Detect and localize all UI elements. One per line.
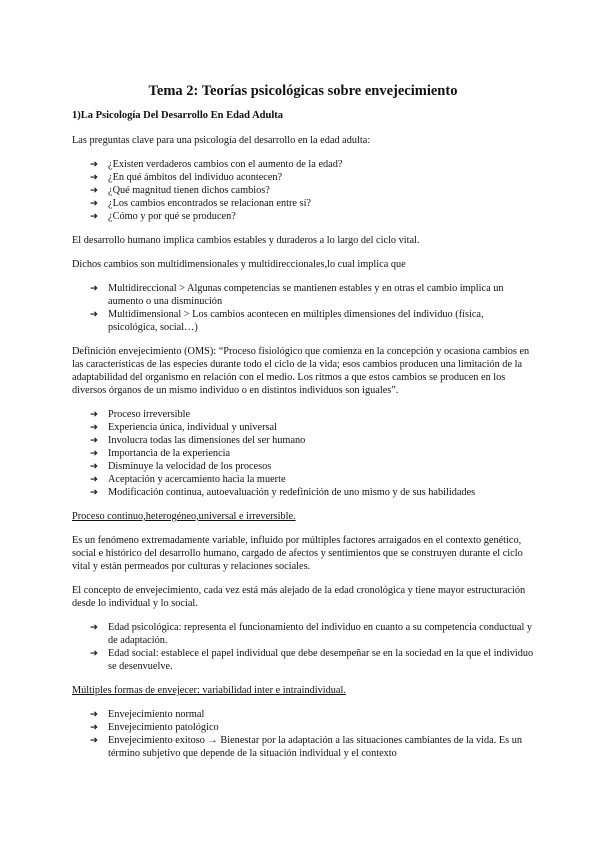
- list-item-text: Multidireccional > Algunas competencias se mantienen estables y en otras el cambio implica un aumento o una disminución: [108, 283, 504, 307]
- arrow-bullet-icon: ➔: [90, 648, 98, 659]
- list-item: [90, 621, 534, 647]
- list-item-text: Envejecimiento exitoso → Bienestar por la adaptación a las situaciones cambiantes de la vida. Es un término subjetivo que depende de la situación individual y el contexto: [108, 735, 523, 759]
- list-item: [90, 486, 534, 499]
- list-item-text: Aceptación y acercamiento hacia la muerte: [108, 474, 286, 485]
- ages-list: [72, 621, 534, 673]
- arrow-bullet-icon: ➔: [90, 159, 98, 170]
- list-item: [90, 408, 534, 421]
- list-item-text: Envejecimiento patológico: [108, 722, 219, 733]
- changes-paragraph: Dichos cambios son multidimensionales y multidireccionales,lo cual implica que: [72, 259, 406, 270]
- list-item: [90, 184, 534, 197]
- list-item: [90, 282, 534, 308]
- arrow-bullet-icon: ➔: [90, 735, 98, 746]
- list-item-text: Edad social: establece el papel individual que debe desempeñar se en la sociedad en la que el individuo se desenvuelve.: [108, 648, 534, 672]
- arrow-bullet-icon: ➔: [90, 172, 98, 183]
- development-paragraph: El desarrollo humano implica cambios estables y duraderos a lo largo del ciclo vital.: [72, 235, 420, 246]
- list-item-text: ¿En qué ámbitos del individuo acontecen?: [108, 172, 283, 183]
- list-item-text: ¿Los cambios encontrados se relacionan entre sí?: [108, 198, 311, 209]
- arrow-bullet-icon: ➔: [90, 435, 98, 446]
- list-item: [90, 421, 534, 434]
- list-item-text: Experiencia única, individual y universal: [108, 422, 277, 433]
- list-item: [90, 197, 534, 210]
- arrow-bullet-icon: ➔: [90, 448, 98, 459]
- page-title: Tema 2: Teorías psicológicas sobre envejecimiento: [148, 83, 458, 99]
- arrow-bullet-icon: ➔: [90, 422, 98, 433]
- list-item-text: Disminuye la velocidad de los procesos: [108, 461, 272, 472]
- list-item-text: ¿Existen verdaderos cambios con el aumento de la edad?: [108, 159, 343, 170]
- phenomenon-paragraph: Es un fenómeno extremadamente variable, influido por múltiples factores arraigados en el contexto genético, social e histórico del desarrollo humano, cargado de afectos y sentimientos que se construyen durante el ciclo vital y están permeados por culturas y relaciones sociales.: [72, 535, 523, 572]
- arrow-bullet-icon: ➔: [90, 198, 98, 209]
- list-item-text: Edad psicológica: representa el funcionamiento del individuo en cuanto a su competencia conductual y de adaptación.: [108, 622, 533, 646]
- list-item: [90, 447, 534, 460]
- arrow-bullet-icon: ➔: [90, 722, 98, 733]
- changes-list: [72, 282, 534, 334]
- list-item: [90, 308, 534, 334]
- concept-paragraph: El concepto de envejecimiento, cada vez está más alejado de la edad cronológica y tiene mayor estructuración desde lo individual y lo social.: [72, 585, 526, 609]
- list-item: [90, 460, 534, 473]
- arrow-bullet-icon: ➔: [90, 283, 98, 294]
- aging-forms-list: [72, 708, 534, 760]
- list-item: [90, 647, 534, 673]
- arrow-bullet-icon: ➔: [90, 487, 98, 498]
- list-item-text: Involucra todas las dimensiones del ser humano: [108, 435, 306, 446]
- underlined-subheading: Proceso continuo,heterogéneo,universal e irreversible.: [72, 511, 296, 522]
- arrow-bullet-icon: ➔: [90, 622, 98, 633]
- oms-definition-paragraph: Definición envejecimiento (OMS): “Proceso fisiológico que comienza en la concepción y ocasiona cambios en las características de las especies durante todo el ciclo de la vida; esos cambios producen una limitación de la adaptabilidad del organismo en relación con el medio. Los ritmos a que estos cambios se producen en los diversos órganos de un mismo individuo o en distintos individuos son iguales”.: [72, 346, 530, 396]
- intro-paragraph: Las preguntas clave para una psicología del desarrollo en la edad adulta:: [72, 135, 371, 146]
- arrow-bullet-icon: ➔: [90, 211, 98, 222]
- underlined-subheading-2: Múltiples formas de envejecer: variabilidad inter e intraindividual.: [72, 685, 346, 696]
- list-item: [90, 434, 534, 447]
- characteristics-list: [72, 408, 534, 499]
- list-item: [90, 734, 534, 760]
- section-heading: 1)La Psicología Del Desarrollo En Edad Adulta: [72, 110, 283, 121]
- list-item: [90, 721, 534, 734]
- arrow-bullet-icon: ➔: [90, 185, 98, 196]
- list-item-text: Importancia de la experiencia: [108, 448, 231, 459]
- questions-list: [72, 158, 534, 223]
- list-item-text: ¿Cómo y por qué se producen?: [108, 211, 236, 222]
- list-item: [90, 158, 534, 171]
- arrow-bullet-icon: ➔: [90, 409, 98, 420]
- list-item: [90, 473, 534, 486]
- arrow-bullet-icon: ➔: [90, 474, 98, 485]
- list-item-text: Proceso irreversible: [108, 409, 191, 420]
- arrow-bullet-icon: ➔: [90, 709, 98, 720]
- list-item-text: Envejecimiento normal: [108, 709, 205, 720]
- list-item-text: Modificación continua, autoevaluación y redefinición de uno mismo y de sus habilidades: [108, 487, 476, 498]
- list-item: [90, 171, 534, 184]
- list-item-text: ¿Qué magnitud tienen dichos cambios?: [108, 185, 270, 196]
- arrow-bullet-icon: ➔: [90, 461, 98, 472]
- list-item: [90, 708, 534, 721]
- list-item: [90, 210, 534, 223]
- arrow-bullet-icon: ➔: [90, 309, 98, 320]
- list-item-text: Multidimensional > Los cambios acontecen en múltiples dimensiones del individuo (física, psicológica, social…): [108, 309, 484, 333]
